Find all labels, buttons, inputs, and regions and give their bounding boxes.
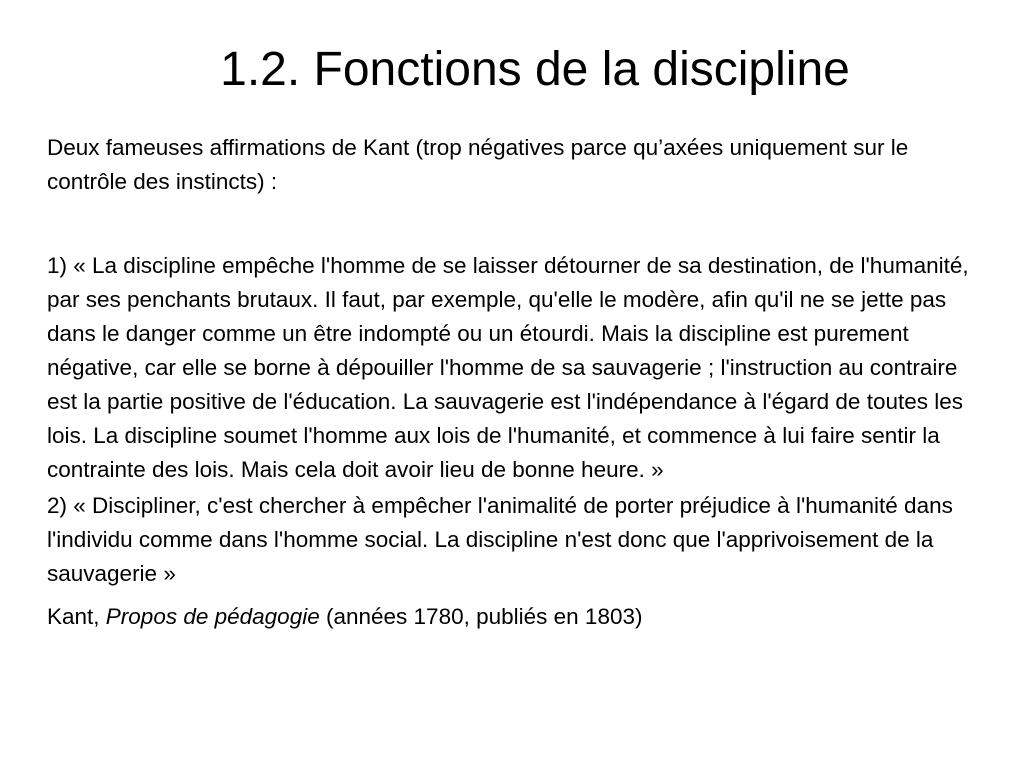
intro-paragraph: Deux fameuses affirmations de Kant (trop négatives parce qu’axées uniquement sur le contrôle des instincts) : [47,135,909,194]
quote-2-paragraph: 2) « Discipliner, c'est chercher à empêcher l'animalité de porter préjudice à l'humanité dans l'individu comme dans l'homme social. La discipline n'est donc que l'apprivoisement de la sauvagerie » [47,493,953,586]
citation-work-title: Propos de pédagogie [105,604,320,629]
citation [47,600,987,634]
slide-body [47,131,987,634]
slide-title: 1.2. Fonctions de la discipline [220,43,850,96]
citation-author: Kant, [47,604,106,629]
quote-1-paragraph: 1) « La discipline empêche l'homme de se laisser détourner de sa destination, de l'humanité, par ses penchants brutaux. Il faut, par exemple, qu'elle le modère, afin qu'il ne se jette pas dans le danger comme un être indompté ou un étourdi. Mais la discipline est purement négative, car elle se borne à dépouiller l'homme de sa sauvagerie ; l'instruction au contraire est la partie positive de l'éducation. La sauvagerie est l'indépendance à l'égard de toutes les lois. La discipline soumet l'homme aux lois de l'humanité, et commence à lui faire sentir la contrainte des lois. Mais cela doit avoir lieu de bonne heure. » [47,253,969,482]
citation-details: (années 1780, publiés en 1803) [319,604,643,629]
